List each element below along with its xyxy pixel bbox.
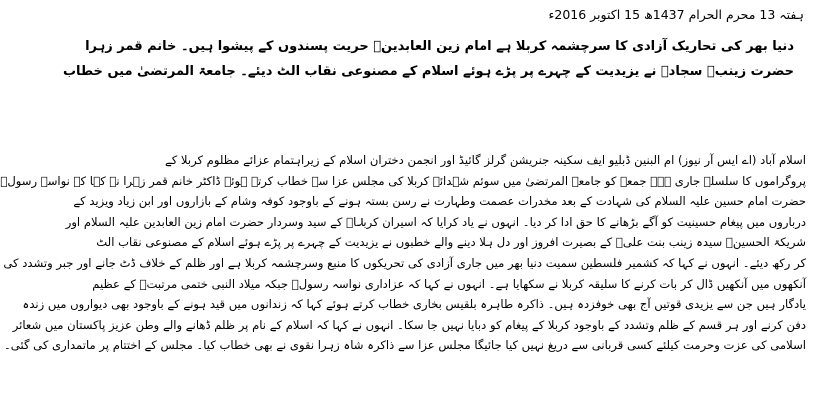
body-line: حضرت امام حسین علیہ السلام کی شہادت کے بعد مخدرات عصمت وطہارت نے رسن بستہ ہونے کے باوجود کوفہ وشام کے بازاروں اور ابن زیاد ویزید کے (73, 194, 806, 209)
article-headline (62, 34, 794, 84)
body-line: دفن کرنے اور ہر قسم کے ظلم وتشدد کے باوجود کربلا کے پیغام کو دبایا نہیں جا سکا۔ انہوں نے کہا کہ اسلام کے نام پر ظلم ڈھانے والے وطن عزیز پاکستان میں شعائر (12, 317, 806, 332)
headline-line: حضرت زینبؑ سجادؑ نے یزیدیت کے چہرے پر پڑے ہوئے اسلام کے مصنوعی نقاب الٹ دیئے۔ جامعۃ المرتضیٰ میں خطاب (62, 64, 794, 79)
headline-line: دنیا بھر کی تحاریک آزادی کا سرچشمہ کربلا ہے امام زین العابدینؑ حریت پسندوں کے پیشوا ہیں۔ خانم قمر زہرا (85, 39, 794, 54)
body-line: درباروں میں پیغام حسینیت کو آگے بڑھانے کا حق ادا کر دیا۔ انہوں نے یاد کرایا کہ اسیران کربلاؑ کے سید وسردار حضرت امام زین العابدین علیہ السلام اور (65, 214, 806, 229)
article-dateline: ہفتہ 13 محرم الحرام 1437ھ 15 اکتوبر 2016ء (548, 7, 804, 22)
body-line: اسلام آباد (اے ایس آر نیوز) ام البنین ڈبلیو ایف سکینہ جنریشن گرلز گائیڈ اور انجمن دختران اسلام کے زیراہتمام عزائے مظلوم کربلا کے (164, 153, 806, 167)
body-line: یادگار ہیں جن سے یزیدی قوتیں آج بھی خوفزدہ ہیں۔ ذاکرہ طاہرہ بلقیس بخاری خطاب کرتے ہوئے کہا کہ زندانوں میں قید ہونے کے باوجود بھی دیواروں میں زندہ (22, 297, 806, 312)
article-body (0, 150, 806, 356)
body-line: کر رکھ دیئے۔ انہوں نے کہا کہ کشمیر فلسطین سمیت دنیا بھر میں جاری آزادی کی تحریکوں کا منبع وسرچشمہ کربلا ہے اور ظلم کے خلاف ڈٹ جانے اور جبر وتشدد کی (3, 255, 806, 270)
body-line: اسلامی کی عزت وحرمت کیلئے کسی قربانی سے دریغ نہیں کیا جائیگا مجلس عزا سے ذاکرہ شاہ زہرا نقوی نے بھی خطاب کیا۔ مجلس کے اختتام پر ماتمداری کی گئی۔ (4, 338, 806, 353)
body-line: شریکۃ الحسینؑ سیدہ زینب بنت علیؑ کے بصیرت افروز اور دل ہلا دینے والے خطبوں نے یزیدیت کے چہرے پر پڑے ہوئے اسلام کے مصنوعی نقاب الٹ (96, 235, 806, 250)
body-line: پروگراموں کا سلسلہ جاری ہے۔ جمعہ کو جامعۃ المرتضیٰ میں سوئم شہدائے کربلا کی مجلس عزا سے خطاب کرتے ہوئے ڈاکٹر خانم قمر زہرا نے کہا کہ نواسہ رسولؐ (0, 173, 806, 188)
body-line: آنکھوں میں آنکھیں ڈال کر بات کرنے کا سلیقہ کربلا نے سکھایا ہے۔ انہوں نے کہا کہ عزاداری نواسہ رسولؐ جبکہ میلاد النبی ختمی مرتبتؐ کے عظیم (92, 276, 806, 291)
